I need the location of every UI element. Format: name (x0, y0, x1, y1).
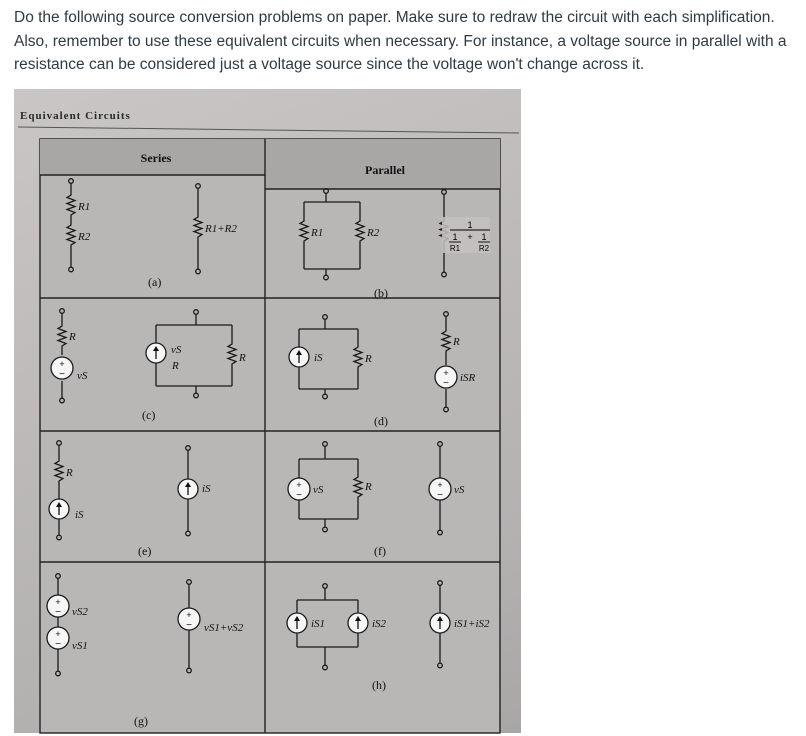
label-vs1: vS1 (72, 640, 88, 652)
equivalent-circuits-photo (11, 80, 521, 733)
svg-text:R1: R1 (449, 244, 461, 253)
label-is2: iS2 (372, 618, 387, 630)
label-is1: iS1 (311, 618, 326, 630)
label-is: iS (314, 352, 323, 364)
svg-text:1: 1 (467, 220, 473, 230)
label-r: R (365, 353, 372, 365)
voltage-source-icon (47, 595, 69, 618)
label-vs-over-r-bottom: R (172, 360, 179, 372)
instructions-text: Do the following source conversion problems on paper. Make sure to redraw the circuit with each simplification. Also, remember to use these equivalent circuits when necessary. For instance, a voltage source in parallel with a resistance can be considered just a voltage source since the voltage won't change across it. (14, 9, 787, 73)
voltage-source-icon (178, 608, 200, 631)
label-vs2: vS2 (72, 606, 88, 618)
panel-h-label: (h) (372, 678, 386, 692)
label-r2: R2 (78, 231, 91, 243)
circuit-figure: + − Equivalent Circuits Series Parallel (a) (b) (c) (d) (e) (f) (g) (h) R1 R2 R1+R2 R1 R2 R vS vS R R iS R R iSR R iS iS vS R vS vS2 vS1 vS1+vS2 iS1 iS2 iS1+iS2 1 1 + 1 R1 R2 (14, 89, 521, 733)
label-vs: vS (77, 370, 88, 382)
series-header: Series (140, 151, 172, 165)
label-is: iS (202, 483, 211, 495)
svg-text:+: + (467, 232, 473, 242)
label-vs-over-r-top: vS (171, 344, 182, 356)
voltage-source-icon (429, 478, 451, 501)
label-r: R (66, 467, 73, 479)
svg-text:1: 1 (481, 232, 487, 242)
voltage-source-icon (435, 366, 457, 389)
label-r1: R1 (78, 201, 91, 213)
label-r1: R1 (311, 227, 324, 239)
panel-b-label: (b) (374, 286, 388, 300)
voltage-source-icon (51, 357, 73, 380)
label-vs: vS (313, 484, 324, 496)
label-r2: R2 (367, 227, 380, 239)
svg-text:1: 1 (452, 232, 458, 242)
label-vs: vS (454, 484, 465, 496)
voltage-source-icon (288, 478, 310, 501)
label-is: iS (75, 509, 84, 521)
current-source-icon (348, 613, 368, 633)
figure-title: Equivalent Circuits (20, 110, 131, 122)
label-is-r: iSR (460, 372, 476, 384)
current-source-icon (178, 479, 198, 499)
panel-g-label: (g) (134, 714, 148, 728)
current-source-icon (49, 499, 69, 519)
current-source-icon (430, 613, 450, 633)
panel-e-label: (e) (138, 544, 152, 558)
label-r: R (239, 352, 246, 364)
panel-a-label: (a) (148, 275, 162, 289)
parallel-header: Parallel (365, 163, 405, 177)
panel-c-label: (c) (142, 408, 156, 422)
current-source-icon (146, 343, 166, 363)
label-vs1-plus-vs2: vS1+vS2 (204, 622, 244, 634)
current-source-icon (287, 613, 307, 633)
label-r: R (453, 336, 460, 348)
label-r: R (365, 481, 372, 493)
panel-d-label: (d) (374, 414, 388, 428)
panel-f-label: (f) (374, 544, 386, 558)
voltage-source-icon (47, 627, 69, 650)
current-source-icon (289, 347, 309, 367)
svg-text:R2: R2 (478, 244, 490, 253)
circuit-table (40, 139, 500, 733)
label-r: R (69, 331, 76, 343)
label-r1-plus-r2: R1+R2 (205, 223, 237, 235)
label-is1-plus-is2: iS1+iS2 (454, 618, 490, 630)
